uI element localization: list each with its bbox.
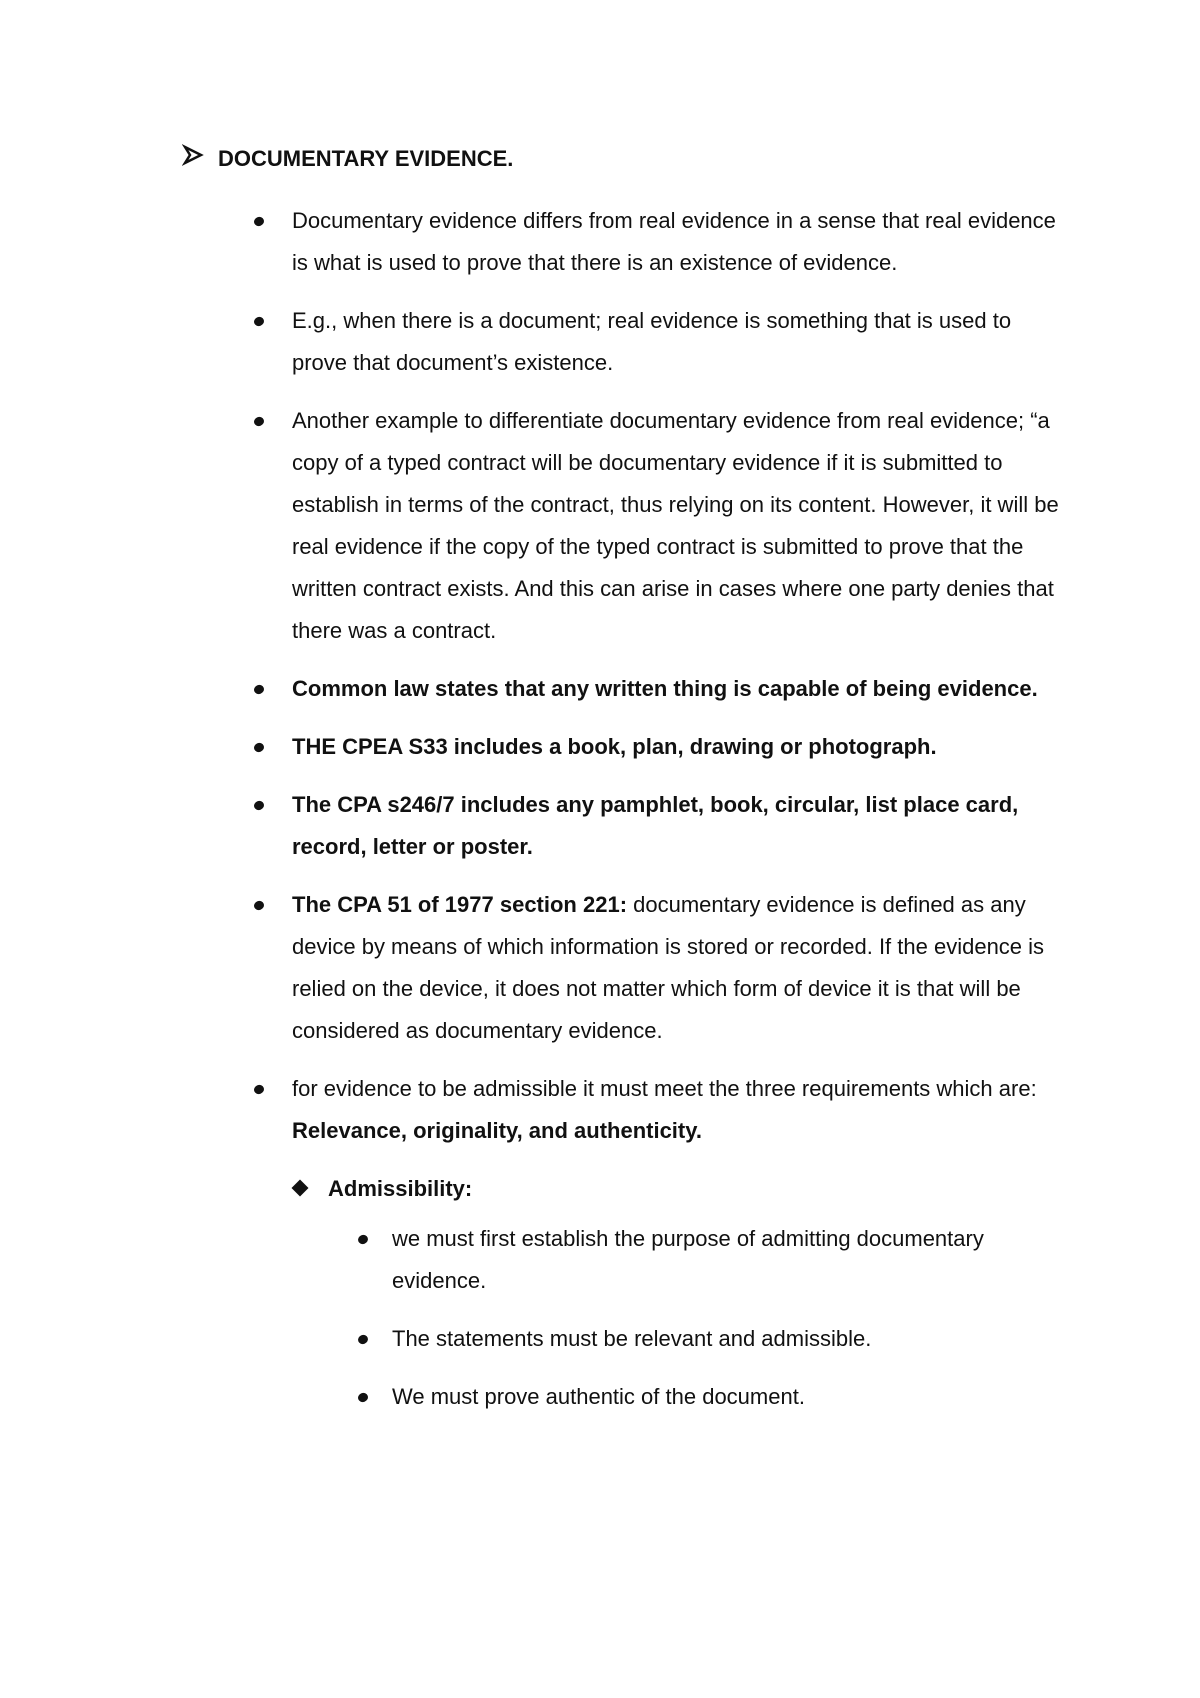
list-item xyxy=(250,884,1070,1052)
bullet-icon xyxy=(253,316,265,328)
list-item-bold-text: Common law states that any written thing is capable of being evidence. xyxy=(292,676,1038,701)
list-item xyxy=(250,200,1070,284)
list-item xyxy=(250,726,1070,768)
list-item-bold-text: The CPA s246/7 includes any pamphlet, book, circular, list place card, record, letter or poster. xyxy=(292,792,1019,859)
section-heading xyxy=(182,144,513,174)
list-item-text: We must prove authentic of the document. xyxy=(392,1384,805,1409)
bullet-icon xyxy=(253,800,265,812)
list-item xyxy=(250,668,1070,710)
admissibility-heading xyxy=(292,1168,1070,1210)
list-item-text: The statements must be relevant and admissible. xyxy=(392,1326,872,1351)
list-item-text: we must first establish the purpose of admitting documentary evidence. xyxy=(392,1226,984,1293)
bullet-icon xyxy=(357,1234,369,1246)
bullet-icon xyxy=(253,216,265,228)
bullet-icon xyxy=(253,742,265,754)
list-item xyxy=(358,1376,1070,1418)
list-item-text: E.g., when there is a document; real evidence is something that is used to prove that document’s existence. xyxy=(292,308,1012,375)
list-item-text: for evidence to be admissible it must meet the three requirements which are: xyxy=(292,1076,1037,1101)
list-item xyxy=(358,1218,1070,1302)
bullet-icon xyxy=(253,900,265,912)
bullet-icon xyxy=(357,1392,369,1404)
admissibility-heading-text: Admissibility: xyxy=(328,1176,473,1201)
arrow-bullet-icon xyxy=(182,144,210,174)
list-item xyxy=(250,300,1070,384)
admissibility-list-container xyxy=(250,1218,1070,1418)
list-item xyxy=(250,784,1070,868)
bullet-icon xyxy=(253,416,265,428)
list-item-text: documentary evidence is defined as any device by means of which information is stored or recorded. If the evidence is relied on the device, it does not matter which form of device it is that will be considered as documentary evidence. xyxy=(292,892,1045,1043)
list-item-text: Documentary evidence differs from real evidence in a sense that real evidence is what is used to prove that there is an existence of evidence. xyxy=(292,208,1056,275)
list-item-text: Another example to differentiate documentary evidence from real evidence; “a copy of a typed contract will be documentary evidence if it is submitted to establish in terms of the contract, thus relying on its content. However, it will be real evidence if the copy of the typed contract is submitted to prove that the written contract exists. And this can arise in cases where one party denies that there was a contract. xyxy=(292,408,1059,643)
bullet-icon xyxy=(357,1334,369,1346)
list-item-bold-text: THE CPEA S33 includes a book, plan, drawing or photograph. xyxy=(292,734,937,759)
diamond-bullet-icon xyxy=(292,1180,309,1197)
list-item xyxy=(358,1318,1070,1360)
list-item xyxy=(250,400,1070,652)
bullet-icon xyxy=(253,1084,265,1096)
admissibility-list-wrapper xyxy=(250,1218,1070,1434)
list-item xyxy=(250,1068,1070,1152)
admissibility-list xyxy=(358,1218,1070,1418)
list-item-bold-text: The CPA 51 of 1977 section 221: xyxy=(292,892,628,917)
evidence-list xyxy=(250,200,1070,1226)
bullet-icon xyxy=(253,684,265,696)
section-heading-text: DOCUMENTARY EVIDENCE. xyxy=(218,146,514,171)
list-item-bold-text: Relevance, originality, and authenticity. xyxy=(292,1118,702,1143)
